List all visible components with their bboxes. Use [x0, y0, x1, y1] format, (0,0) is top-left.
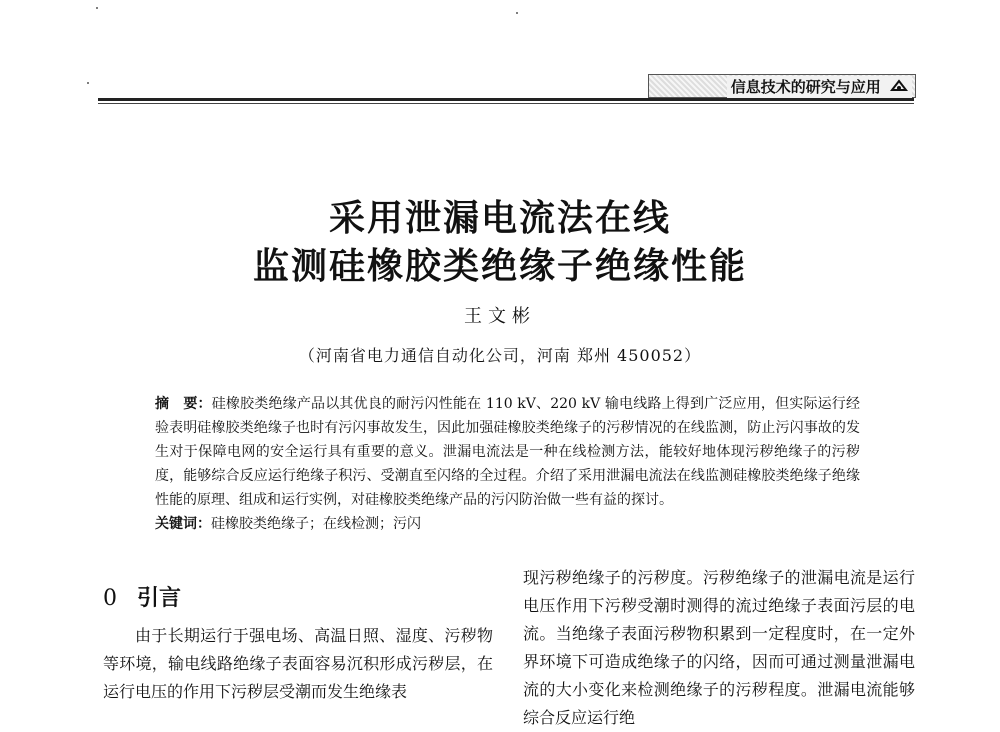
body-column-left: 由于长期运行于强电场、高温日照、湿度、污秽物等环境，输电线路绝缘子表面容易沉积形成污秽层，在运行电压的作用下污秽层受潮而发生绝缘表 [103, 626, 493, 701]
scan-speck [516, 12, 518, 14]
publisher-logo-icon [890, 78, 908, 98]
keywords [155, 512, 860, 536]
header-rule-thin [98, 103, 914, 104]
running-header [727, 76, 912, 98]
body-column-right: 现污秽绝缘子的污秽度。污秽绝缘子的泄漏电流是运行电压作用下污秽受潮时测得的流过绝缘子表面污层的电流。当绝缘子表面污秽物积累到一定程度时，在一定外界环境下可造成绝缘子的闪络，因而可通过测量泄漏电流的大小变化来检测绝缘子的污秽程度。泄漏电流能够综合反应运行绝 [523, 568, 915, 727]
section-heading [103, 581, 181, 612]
keywords-label: 关键词： [155, 516, 211, 532]
paper-title-line2: 监测硅橡胶类绝缘子绝缘性能 [252, 246, 747, 287]
scan-speck [87, 82, 89, 84]
scan-speck [96, 7, 98, 9]
abstract-label: 摘 要： [155, 396, 212, 412]
abstract-text: 硅橡胶类绝缘产品以其优良的耐污闪性能在 110 kV、220 kV 输电线路上得到广泛应用，但实际运行经验表明硅橡胶类绝缘子也时有污闪事故发生，因此加强硅橡胶类绝缘子的污秽情况的在线监测，防止污闪事故的发生对于保障电网的安全运行具有重要的意义。泄漏电流法是一种在线检测方法，能较好地体现污秽绝缘子的污秽度，能够综合反应运行绝缘子积污、受潮直至闪络的全过程。介绍了采用泄漏电流法在线监测硅橡胶类绝缘子绝缘性能的原理、组成和运行实例，对硅橡胶类绝缘产品的污闪防治做一些有益的探讨。 [155, 396, 860, 508]
section-number: 0 [103, 586, 117, 611]
keywords-text: 硅橡胶类绝缘子；在线检测；污闪 [211, 516, 421, 532]
header-rule [98, 98, 914, 101]
abstract [155, 392, 860, 512]
paper-title-line1: 采用泄漏电流法在线 [328, 198, 671, 239]
running-header-title: 信息技术的研究与应用 [730, 78, 881, 96]
section-title: 引言 [137, 585, 182, 611]
author-name: 王文彬 [464, 306, 536, 327]
author-affiliation: （河南省电力通信自动化公司，河南 郑州 450052） [298, 346, 702, 365]
